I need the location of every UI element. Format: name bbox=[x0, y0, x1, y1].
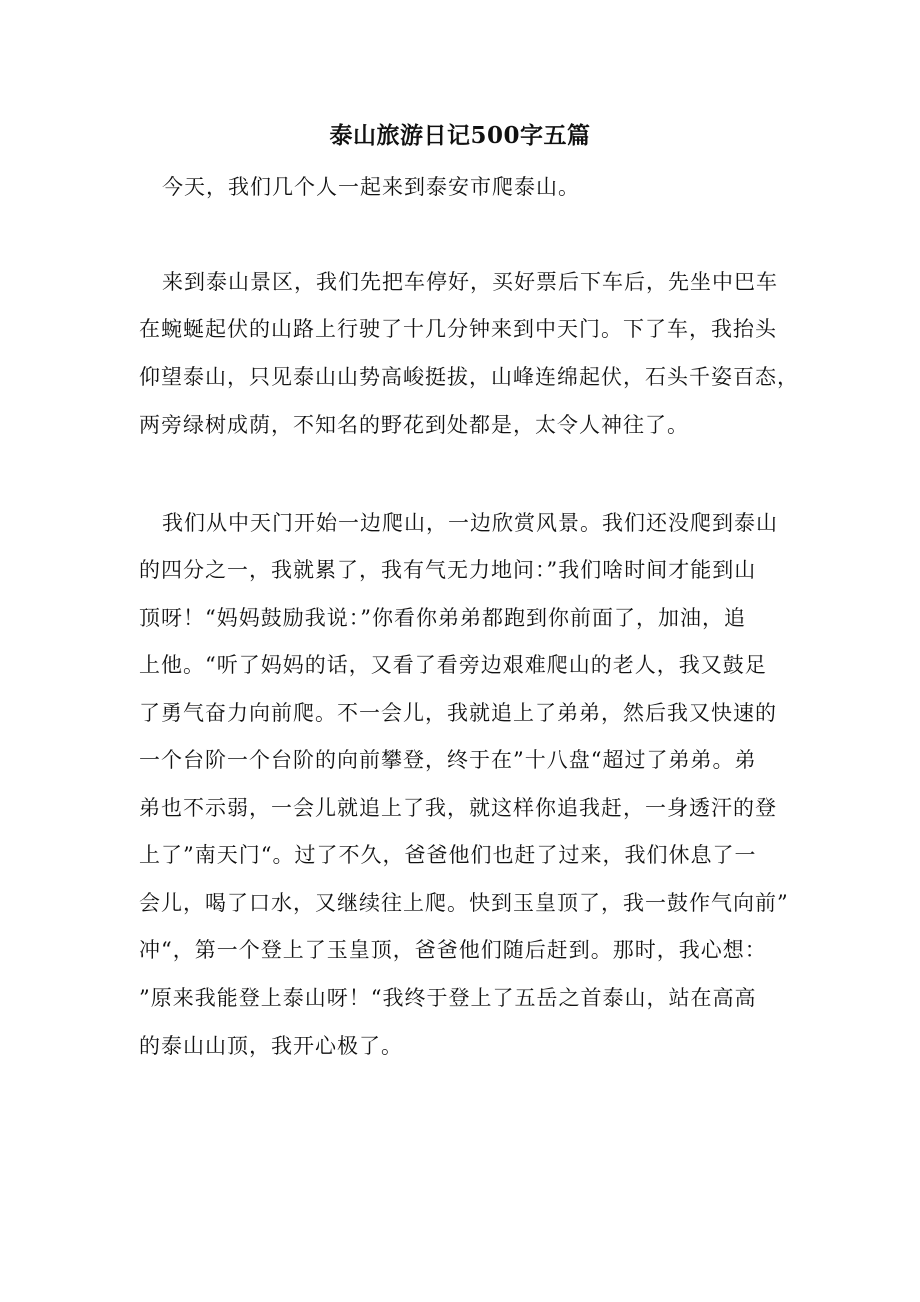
paragraph-3-line-3: 顶呀！“妈妈鼓励我说：”你看你弟弟都跑到你前面了，加油，追 bbox=[139, 606, 746, 630]
paragraph-3-line-6: 一个台阶一个台阶的向前攀登，终于在”十八盘“超过了弟弟。弟 bbox=[139, 748, 757, 772]
paragraph-3-line-9: 会儿，喝了口水，又继续往上爬。快到玉皇顶了，我一鼓作气向前” bbox=[139, 891, 789, 915]
paragraph-3-line-1: 我们从中天门开始一边爬山，一边欣赏风景。我们还没爬到泰山 bbox=[162, 511, 778, 535]
paragraph-1-line-1: 今天，我们几个人一起来到泰安市爬泰山。 bbox=[162, 175, 580, 199]
paragraph-3-line-7: 弟也不示弱，一会儿就追上了我，就这样你追我赶，一身透汗的登 bbox=[139, 796, 777, 820]
paragraph-3-line-4: 上他。“听了妈妈的话，又看了看旁边艰难爬山的老人，我又鼓足 bbox=[139, 653, 767, 677]
paragraph-2-line-4: 两旁绿树成荫，不知名的野花到处都是，太令人神往了。 bbox=[139, 413, 689, 437]
paragraph-3-line-12: 的泰山山顶，我开心极了。 bbox=[139, 1034, 403, 1058]
paragraph-2-line-1: 来到泰山景区，我们先把车停好，买好票后下车后，先坐中巴车 bbox=[162, 270, 778, 294]
paragraph-2-line-2: 在蜿蜒起伏的山路上行驶了十几分钟来到中天门。下了车，我抬头 bbox=[139, 317, 777, 341]
paragraph-3-line-10: 冲“，第一个登上了玉皇顶，爸爸他们随后赶到。那时，我心想： bbox=[139, 938, 767, 962]
paragraph-2-line-3: 仰望泰山，只见泰山山势高峻挺拔，山峰连绵起伏，石头千姿百态， bbox=[139, 365, 799, 389]
paragraph-3-line-2: 的四分之一，我就累了，我有气无力地问：”我们啥时间才能到山 bbox=[139, 558, 757, 582]
paragraph-3-line-8: 上了”南天门“。过了不久，爸爸他们也赶了过来，我们休息了一 bbox=[139, 843, 757, 867]
paragraph-3-line-5: 了勇气奋力向前爬。不一会儿，我就追上了弟弟，然后我又快速的 bbox=[139, 701, 777, 725]
document-title: 泰山旅游日记500字五篇 bbox=[329, 122, 591, 149]
paragraph-3-line-11: ”原来我能登上泰山呀！“我终于登上了五岳之首泰山，站在高高 bbox=[139, 986, 757, 1010]
